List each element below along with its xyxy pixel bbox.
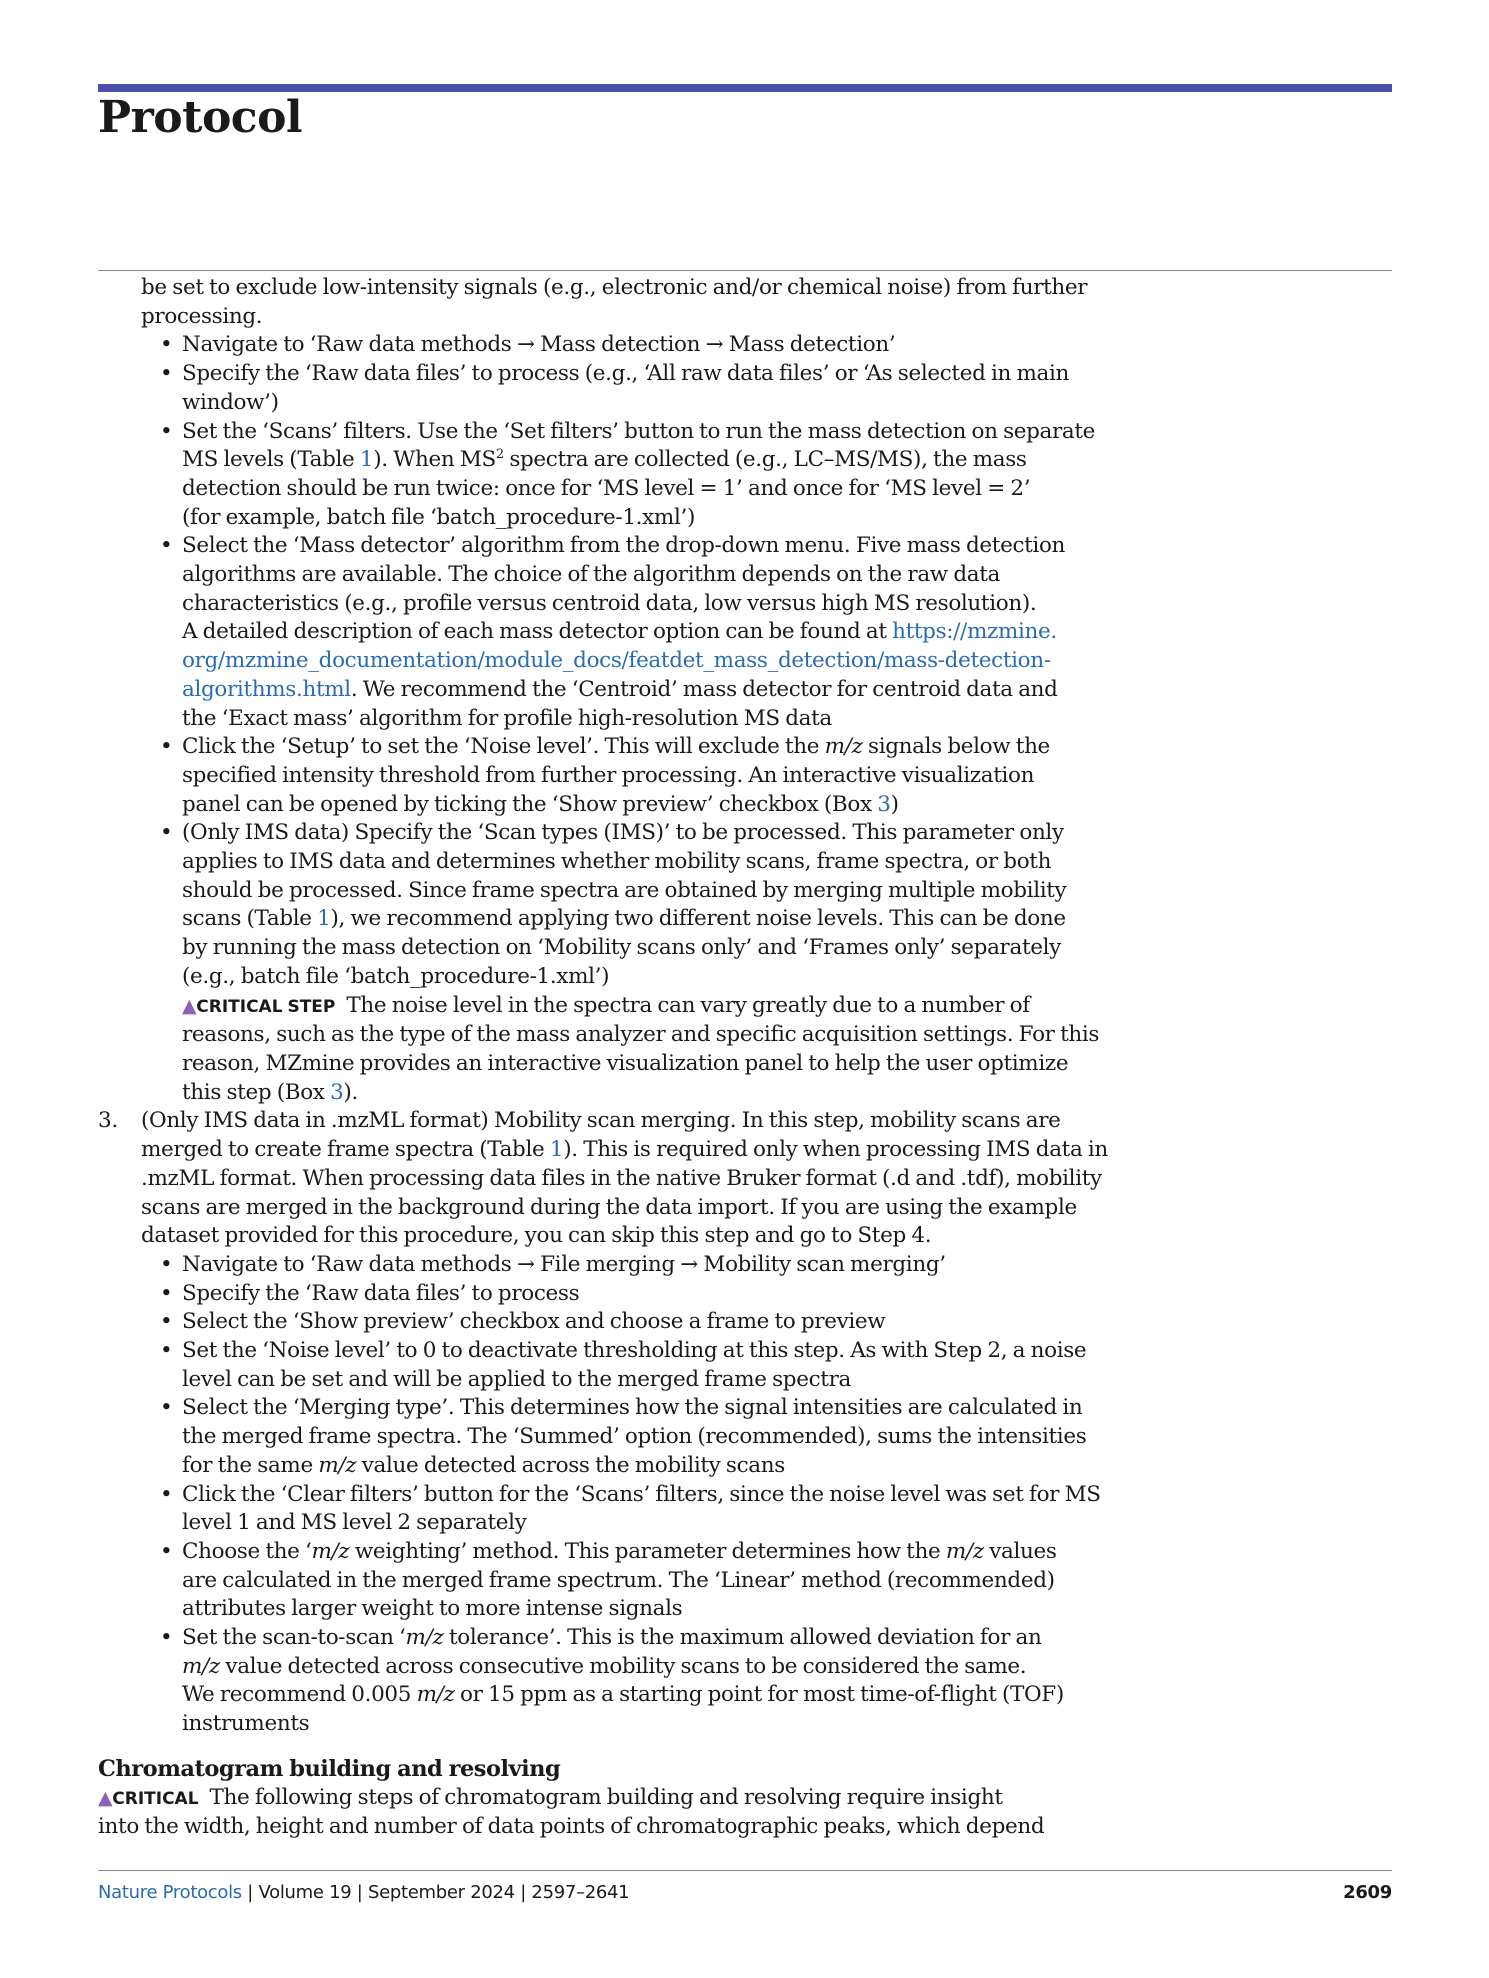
- text-span: spectra are collected (e.g., LC–MS/MS), the mass: [503, 447, 1027, 473]
- critical-line: [98, 1784, 1078, 1814]
- text-span: or 15 ppm as a starting point for most time-of-flight (TOF): [454, 1682, 1064, 1708]
- table-1-link[interactable]: 1: [549, 1137, 564, 1163]
- bullet-item: [98, 733, 1078, 762]
- text-line: [98, 791, 1078, 820]
- page-range: 2597–2641: [531, 1882, 630, 1903]
- text-line: be set to exclude low-intensity signals (e.g., electronic and/or chemical noise) from further: [141, 275, 1088, 300]
- text-span: . We recommend the ‘Centroid’ mass detector for centroid data and: [350, 676, 1058, 702]
- text-line: [98, 647, 1078, 676]
- text-line: [98, 446, 1078, 475]
- text-line: [98, 1681, 1078, 1710]
- text-line: [98, 905, 1078, 934]
- text-span: Click the ‘Setup’ to set the ‘Noise level’. This will exclude the: [182, 734, 825, 760]
- journal-name[interactable]: Nature Protocols: [98, 1882, 242, 1903]
- text-line: dataset provided for this procedure, you can skip this step and go to Step 4.: [141, 1223, 932, 1249]
- text-span: ). When MS: [373, 447, 496, 473]
- text-span: panel can be opened by ticking the ‘Show preview’ checkbox (Box: [182, 791, 878, 817]
- text-line: into the width, height and number of data points of chromatographic peaks, which depend: [98, 1814, 1045, 1840]
- box-3-link[interactable]: 3: [330, 1079, 344, 1105]
- text-span: ). This is required only when processing IMS data in: [563, 1137, 1108, 1163]
- separator: |: [241, 1882, 259, 1903]
- italic-mz: m/z: [945, 1538, 984, 1564]
- bullet-item: [98, 1538, 1078, 1567]
- critical-step-line: [98, 992, 1078, 1022]
- text-span: ), we recommend applying two different noise levels. This can be done: [330, 906, 1066, 932]
- italic-mz: m/z: [416, 1682, 455, 1708]
- mzmine-docs-link[interactable]: https://mzmine.: [892, 619, 1057, 645]
- header-accent-bar: [98, 84, 1392, 92]
- bullet-item: • Specify the ‘Raw data files’ to process (e.g., ‘All raw data files’ or ‘As selected in main: [98, 360, 1078, 389]
- bullet-item: • Click the ‘Clear filters’ button for the ‘Scans’ filters, since the noise level was set for MS: [98, 1481, 1078, 1510]
- text-line: level 1 and MS level 2 separately: [182, 1510, 527, 1536]
- table-1-link[interactable]: 1: [317, 906, 331, 932]
- box-3-link[interactable]: 3: [877, 791, 891, 817]
- bullet-item: [98, 1624, 1078, 1653]
- main-text: [98, 274, 1108, 1842]
- mzmine-docs-link[interactable]: org/mzmine_documentation/module_docs/featdet_mass_detection/mass-detection-: [182, 648, 1051, 674]
- text-line: processing.: [141, 303, 263, 329]
- text-line: [98, 1136, 1108, 1165]
- text-span: values: [983, 1538, 1057, 1564]
- text-span: value detected across the mobility scans: [356, 1452, 785, 1478]
- bullet-item: • (Only IMS data) Specify the ‘Scan types (IMS)’ to be processed. This parameter only: [98, 819, 1078, 848]
- text-line: instruments: [182, 1711, 310, 1737]
- text-line: the merged frame spectra. The ‘Summed’ option (recommended), sums the intensities: [182, 1424, 1087, 1450]
- bullet-item: • Select the ‘Merging type’. This determines how the signal intensities are calculated in: [98, 1394, 1078, 1423]
- page-number: 2609: [1343, 1882, 1392, 1903]
- text-line: [98, 1079, 1078, 1108]
- separator: |: [351, 1882, 368, 1903]
- text-span: signals below the: [862, 734, 1050, 760]
- text-line: level can be set and will be applied to the merged frame spectra: [182, 1366, 851, 1392]
- text-line: scans are merged in the background during the data import. If you are using the example: [141, 1194, 1077, 1220]
- text-span: weighting’ method. This parameter determines how the: [349, 1538, 946, 1564]
- text-line: window’): [182, 389, 279, 415]
- text-span: A detailed description of each mass detector option can be found at: [182, 619, 893, 645]
- text-line: are calculated in the merged frame spectrum. The ‘Linear’ method (recommended): [182, 1567, 1055, 1593]
- italic-mz: m/z: [182, 1653, 220, 1679]
- text-line: [98, 676, 1078, 705]
- text-line: attributes larger weight to more intense signals: [182, 1596, 683, 1622]
- text-span: for the same: [182, 1452, 319, 1478]
- text-line: specified intensity threshold from further processing. An interactive visualization: [182, 762, 1035, 788]
- critical-triangle-icon: ▲: [98, 1786, 113, 1809]
- separator: |: [514, 1882, 532, 1903]
- section-heading: Chromatogram building and resolving: [98, 1755, 561, 1782]
- text-line: the ‘Exact mass’ algorithm for profile high-resolution MS data: [182, 705, 832, 731]
- header-divider: [98, 270, 1392, 271]
- text-line: applies to IMS data and determines whether mobility scans, frame spectra, or both: [182, 849, 1052, 875]
- text-line: reasons, such as the type of the mass analyzer and specific acquisition settings. For this: [182, 1022, 1100, 1048]
- page-header-title: Protocol: [98, 92, 303, 143]
- text-span: scans (Table: [182, 906, 318, 932]
- text-span: ): [890, 791, 899, 817]
- text-span: Set the scan-to-scan ‘: [182, 1625, 406, 1651]
- text-line: algorithms are available. The choice of the algorithm depends on the raw data: [182, 562, 1000, 588]
- bullet-item: • Select the ‘Mass detector’ algorithm from the drop-down menu. Five mass detection: [98, 532, 1078, 561]
- bullet-item: • Navigate to ‘Raw data methods → File merging → Mobility scan merging’: [98, 1251, 1078, 1280]
- text-span: The noise level in the spectra can vary greatly due to a number of: [346, 992, 1030, 1018]
- text-line: .mzML format. When processing data files in the native Bruker format (.d and .tdf), mobility: [141, 1165, 1102, 1191]
- italic-mz: m/z: [311, 1538, 350, 1564]
- superscript: 2: [495, 447, 504, 463]
- bullet-item: • Select the ‘Show preview’ checkbox and choose a frame to preview: [98, 1308, 1078, 1337]
- text-span: (Only IMS data in .mzML format) Mobility scan merging. In this step, mobility scans are: [141, 1108, 1061, 1134]
- critical-triangle-icon: ▲: [182, 994, 197, 1017]
- mzmine-docs-link[interactable]: algorithms.html: [182, 676, 351, 702]
- text-line: reason, MZmine provides an interactive visualization panel to help the user optimize: [182, 1050, 1069, 1076]
- text-span: MS levels (Table: [182, 447, 360, 473]
- text-span: this step (Box: [182, 1079, 331, 1105]
- critical-label: CRITICAL: [112, 1788, 199, 1809]
- table-1-link[interactable]: 1: [359, 447, 374, 473]
- text-span: We recommend 0.005: [182, 1682, 417, 1708]
- text-span: The following steps of chromatogram building and resolving require insight: [209, 1784, 1003, 1810]
- issue-date: September 2024: [367, 1882, 515, 1903]
- bullet-item: • Specify the ‘Raw data files’ to process: [98, 1280, 1078, 1309]
- italic-mz: m/z: [405, 1625, 444, 1651]
- text-line: [98, 1452, 1078, 1481]
- text-span: tolerance’. This is the maximum allowed deviation for an: [443, 1625, 1042, 1651]
- text-span: value detected across consecutive mobility scans to be considered the same.: [219, 1653, 1027, 1679]
- text-line: by running the mass detection on ‘Mobility scans only’ and ‘Frames only’ separately: [182, 935, 1061, 961]
- text-line: (for example, batch file ‘batch_procedure-1.xml’): [182, 504, 695, 530]
- text-span: merged to create frame spectra (Table: [141, 1137, 550, 1163]
- italic-mz: m/z: [824, 734, 863, 760]
- text-line: detection should be run twice: once for ‘MS level = 1’ and once for ‘MS level = 2’: [182, 475, 1031, 501]
- critical-step-label: CRITICAL STEP: [196, 996, 336, 1017]
- bullet-item: • Navigate to ‘Raw data methods → Mass detection → Mass detection’: [98, 331, 1078, 360]
- text-span: ).: [343, 1079, 358, 1105]
- footer-divider: [98, 1870, 1392, 1871]
- numbered-step: [98, 1107, 1078, 1136]
- text-line: should be processed. Since frame spectra are obtained by merging multiple mobility: [182, 877, 1067, 903]
- bullet-item: • Set the ‘Scans’ filters. Use the ‘Set filters’ button to run the mass detection on separate: [98, 418, 1078, 447]
- text-line: (e.g., batch file ‘batch_procedure-1.xml’): [182, 963, 610, 989]
- footer: [98, 1882, 1392, 1903]
- text-line: characteristics (e.g., profile versus centroid data, low versus high MS resolution).: [182, 590, 1037, 616]
- text-line: [98, 1653, 1078, 1682]
- italic-mz: m/z: [318, 1452, 357, 1478]
- text-span: Choose the ‘: [182, 1538, 312, 1564]
- text-line: [98, 618, 1078, 647]
- volume: Volume 19: [258, 1882, 352, 1903]
- bullet-item: • Set the ‘Noise level’ to 0 to deactivate thresholding at this step. As with Step 2, a noise: [98, 1337, 1078, 1366]
- step-number: 3.: [98, 1108, 118, 1134]
